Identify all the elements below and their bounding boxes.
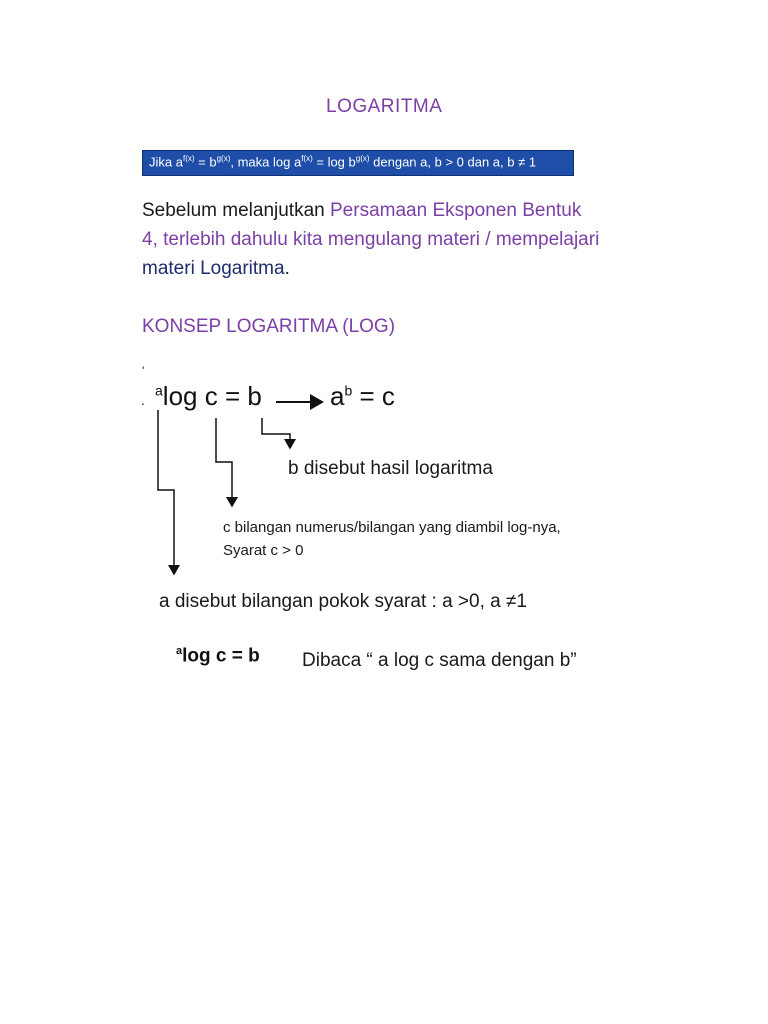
a-pointer xyxy=(158,410,174,574)
banner-exponent: f(x) xyxy=(301,154,313,163)
banner-exponent: g(x) xyxy=(216,154,231,163)
log-base: a xyxy=(155,382,163,399)
c-pointer xyxy=(216,418,232,506)
stray-mark: ' xyxy=(142,364,145,378)
b-pointer xyxy=(262,418,290,448)
stray-mark: . xyxy=(141,392,145,408)
exp-base: a xyxy=(330,381,345,411)
log-body: log c = b xyxy=(162,381,262,411)
reading-text: Dibaca “ a log c sama dengan b” xyxy=(302,650,577,671)
intro-text: . xyxy=(284,258,290,279)
exp-power: b xyxy=(344,382,353,399)
c-label-line: Syarat c > 0 xyxy=(223,542,304,559)
page-title: LOGARITMA xyxy=(326,96,443,117)
c-label-line: c bilangan numerus/bilangan yang diambil log-nya, xyxy=(223,519,561,536)
reading-base: a xyxy=(176,645,183,657)
intro-link-text: Persamaan Eksponen Bentuk 4, terlebih dahulu kita mengulang materi / mempelajari xyxy=(142,200,600,250)
banner-exponent: g(x) xyxy=(355,154,370,163)
intro-text: Sebelum melanjutkan xyxy=(142,200,330,221)
reading-body: log c = b xyxy=(182,645,260,667)
a-label: a disebut bilangan pokok syarat : a >0, a ≠1 xyxy=(159,591,527,612)
banner-part: = log b xyxy=(312,154,356,170)
b-label: b disebut hasil logaritma xyxy=(288,458,493,479)
section-heading: KONSEP LOGARITMA (LOG) xyxy=(142,316,396,337)
banner-part: dengan a, b > 0 dan a, b ≠ 1 xyxy=(369,154,537,170)
banner-part: Jika a xyxy=(149,154,183,170)
banner-part: = b xyxy=(194,154,217,170)
banner-part: , maka log a xyxy=(230,154,302,170)
exp-rest: = c xyxy=(352,381,395,411)
c-label xyxy=(223,516,561,562)
intro-text: materi Logaritma xyxy=(142,258,285,279)
reading-formula xyxy=(176,645,260,667)
banner-exponent: f(x) xyxy=(182,154,195,163)
